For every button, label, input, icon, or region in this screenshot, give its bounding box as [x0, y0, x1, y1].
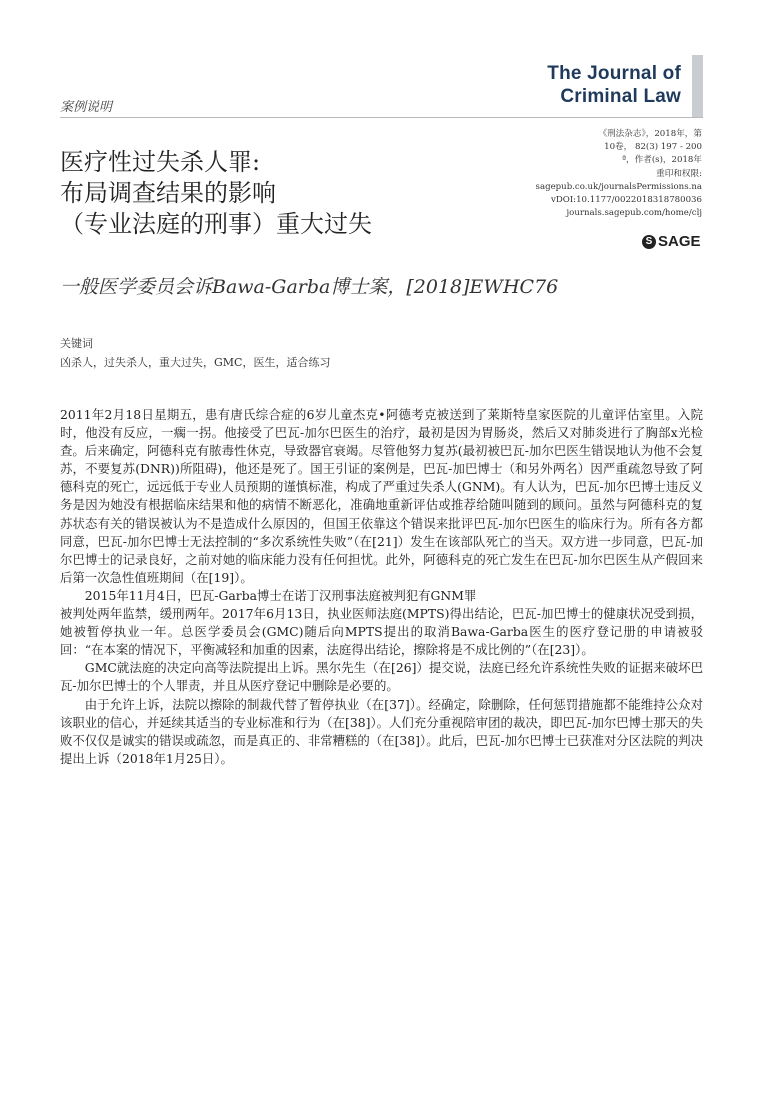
citation-line: ª，作者(s)，2018年 [621, 155, 702, 166]
doi-link[interactable]: vDOI:10.1177/0022018318780036 [551, 195, 702, 206]
citation-line: 重印和权限: [656, 168, 702, 179]
body-paragraph: 2011年2月18日星期五，患有唐氏综合症的6岁儿童杰克•阿德考克被送到了莱斯特皇家医院的儿童评估室里。入院时，他没有反应，一瘸一拐。他接受了巴瓦-加尔巴医生的治疗，最初是因为胃肠炎，然后又对肺炎进行了胸部x光检查。后来确定，阿德科克有脓毒性休克，导致器官衰竭。尽管他努力复苏(最初被巴瓦-加尔巴医生错误地认为他不会复苏，不要复苏(DNR))所阻碍)，他还是死了。国王引证的案例是，巴瓦-加巴博士（和另外两名）因严重疏忽导致了阿德科克的死亡，远远低于专业人员预期的谨慎标准，构成了严重过失杀人(GNM)。有人认为，巴瓦-加尔巴博士违反义务是因为她没有根据临床结果和他的病情不断恶化，准确地重新评估或推荐给随叫随到的顾问。虽然与阿德科克的复苏状态有关的错误被认为不是造成什么原因的，但国王依靠这个错误来批评巴瓦-加尔巴医生的临床行为。所有各方都同意，巴瓦-加尔巴博士无法控制的“多次系统性失败”（在[21]）发生在该部队死亡的当天。双方进一步同意，巴瓦-加尔巴博士的记录良好，之前对她的临床能力没有任何担忧。此外，阿德科克的死亡发生在巴瓦-加尔巴医生从产假回来后第一次急性值班期间（在[19]）。 [60, 407, 703, 585]
article-title [60, 147, 372, 240]
keywords-label: 关键词 [60, 337, 93, 350]
header-divider [60, 117, 703, 118]
body-paragraph: 被判处两年监禁，缓刑两年。2017年6月13日，执业医师法庭(MPTS)得出结论，巴瓦-加巴博士的健康状况受到损，她被暂停执业一年。总医学委员会(GMC)随后向MPTS提出的取消Bawa-Garba医生的医疗登记册的申请被驳回：“在本案的情况下，平衡减轻和加重的因素，法庭得出结论，擦除将是不成比例的”（在[23]）。 [60, 606, 703, 658]
journal-title-line1: The Journal of [547, 63, 681, 84]
section-label: 案例说明 [60, 100, 113, 115]
citation-line: 《刑法杂志》，2018年，第 [598, 129, 702, 139]
body-paragraph: 由于允许上诉，法院以擦除的制裁代替了暂停执业（在[37]）。经确定，除删除，任何惩罚措施都不能维持公众对该职业的信心，并延续其适当的专业标准和行为（在[38]）。人们充分重视陪审团的裁决，即巴瓦-加尔巴博士那天的失败不仅仅是诚实的错误或疏忽，而是真正的、非常糟糕的（在[38]）。此后，巴瓦-加尔巴博士已获准对分区法院的判决提出上诉（2018年1月25日）。 [60, 696, 703, 766]
body-paragraph: GMC就法庭的决定向高等法院提出上诉。黑尔先生（在[26]）提交说，法庭已经允许系统性失败的证据来破坏巴瓦-加尔巴博士的个人罪责，并且从医疗登记中删除是必要的。 [60, 660, 703, 694]
body-paragraph: 2015年11月4日，巴瓦-Garba博士在诺丁汉刑事法庭被判犯有GNM罪 [84, 587, 477, 603]
citation-block [502, 128, 702, 220]
keywords-list: 凶杀人，过失杀人，重大过失，GMC，医生，适合练习 [60, 356, 331, 369]
publisher-name: SAGE [658, 233, 701, 250]
article-title-line3: （专业法庭的刑事）重大过失 [60, 210, 372, 238]
publisher-logo [642, 233, 701, 250]
case-title: 一般医学委员会诉Bawa-Garba博士案，[2018]EWHC76 [60, 276, 559, 298]
citation-line: 10卷， 82(3) 197 - 200 [604, 142, 702, 153]
article-body [60, 406, 703, 768]
article-title-line2: 布局调查结果的影响 [60, 179, 276, 207]
article-title-line1: 医疗性过失杀人罪: [60, 148, 261, 176]
sage-logo-icon: S [642, 235, 656, 249]
journal-home-link[interactable]: journals.sagepub.com/home/clj [566, 208, 702, 219]
permissions-link[interactable]: sagepub.co.uk/journalsPermissions.na [535, 181, 702, 192]
journal-title-line2: Criminal Law [560, 86, 681, 107]
journal-title [547, 62, 681, 108]
journal-accent-bar [692, 55, 703, 118]
